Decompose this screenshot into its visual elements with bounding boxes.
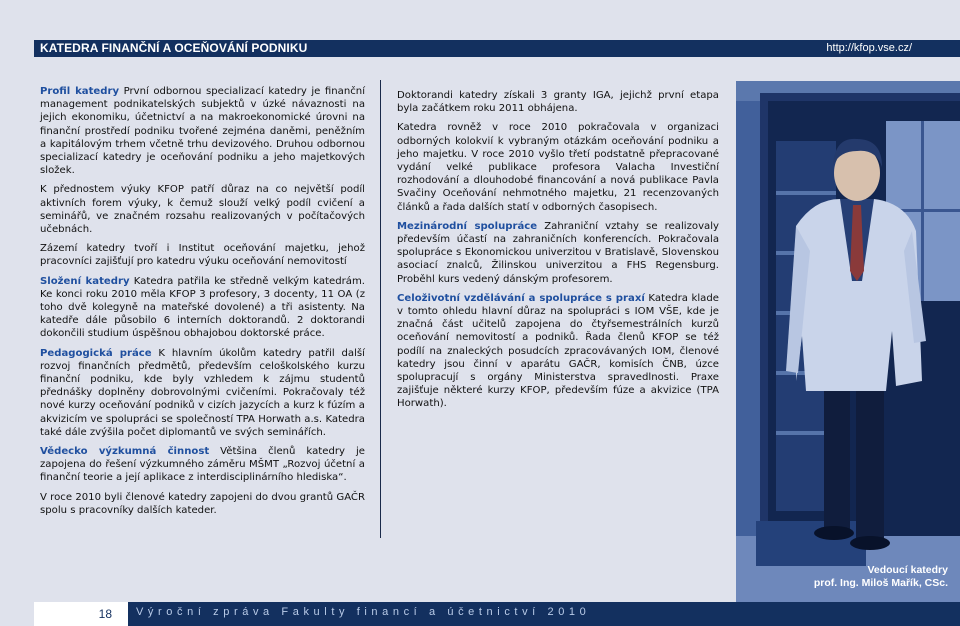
paragraph-keyword: Pedagogická práce: [40, 347, 152, 359]
department-head-photo: [736, 81, 960, 604]
paragraph: [40, 347, 365, 439]
paragraph: [397, 292, 719, 411]
paragraph: [40, 85, 365, 177]
paragraph-text: V roce 2010 byli členové katedry zapojeni do dvou grantů GAČR spolu s pracovníky dalších kateder.: [40, 491, 365, 516]
page-number: 18: [98, 607, 112, 621]
photo-caption: [814, 564, 948, 590]
paragraph: [40, 275, 365, 341]
paragraph-text: Většina členů katedry je zapojena do řešení výzkumného záměru MŠMT „Rozvoj účetní a finanční teorie a její aplikace z interdisciplinárního hlediska“.: [40, 446, 365, 484]
footer-bar: [34, 602, 960, 626]
header-url[interactable]: http://kfop.vse.cz/: [826, 42, 912, 54]
footer-title: Výroční zpráva Fakulty financí a účetnictví 2010: [136, 606, 591, 618]
column-divider: [380, 80, 381, 538]
paragraph: [40, 445, 365, 485]
paragraph: [397, 89, 719, 115]
photo-illustration: [736, 81, 960, 604]
caption-role: Vedoucí katedry: [867, 564, 948, 576]
middle-column: [397, 89, 719, 417]
paragraph-text: Katedra rovněž v roce 2010 pokračovala v organizaci odborných kolokvií k vybraným otázkám oceňování podniku a jeho majetku. V roce 2010 vyšlo třetí podstatně přepracované vydání velké publikace profesora Valacha Investiční rozhodování a dlouhodobé financování a nová publikace Pavla Svačiny Oceňování nehmotného majetku, 21 recenzovaných článků a řada dalších statí v odborných časopisech.: [397, 122, 719, 213]
paragraph: [397, 121, 719, 213]
paragraph: [397, 220, 719, 286]
paragraph-keyword: Celoživotní vzdělávání a spolupráce s praxí: [397, 292, 645, 304]
paragraph: [40, 242, 365, 268]
page-number-box: [34, 602, 128, 626]
paragraph-text: Zahraniční vztahy se realizovaly především účastí na zahraničních konferencích. Pokračovala spolupráce s Ekonomickou univerzitou v Bratislavě, Slovenskou asociací znalců, Žilinskou univerzitou a FHS Regensburg. Proběhl kurs vedený dánským profesorem.: [397, 220, 720, 285]
paragraph-text: První odbornou specializací katedry je finanční management podnikatelských subjektů v úzké návaznosti na jejich ekonomiku, účetnictví a na makroekonomické úrovni na finanční prostředí podniku tvořené zejména daněmi, peněžním a kapitálovým trhem včetně trhu devizového. Druhou odbornou specializací katedry je oceňování podniku a jeho majetkových složek.: [40, 86, 365, 177]
left-column: [40, 85, 365, 523]
header-title: KATEDRA FINANČNÍ A OCEŇOVÁNÍ PODNIKU: [40, 41, 308, 55]
header-bar: [34, 40, 960, 57]
paragraph: [40, 183, 365, 236]
paragraph: [40, 491, 365, 517]
caption-name: prof. Ing. Miloš Mařík, CSc.: [813, 577, 948, 589]
paragraph-text: Katedra klade v tomto ohledu hlavní důraz na spolupráci s IOM VŠE, kde je značná část učitelů zapojena do čtyřsemestrálních kurzů oceňování nemovitostí a podniků. Řada členů KFOP se též podílí na znaleckých posudcích zpracovávaných IOM, členové katedry jsou činní v aparátu GAČR, komisích ČNB, úzce spolupracují s orgány Ministerstva spravedlnosti. Praxe zajišťuje některé kurzy KFOP, především fúze a akvizice (TPA Horwath).: [397, 292, 719, 410]
paragraph-keyword: Vědecko výzkumná činnost: [40, 446, 210, 458]
paragraph-keyword: Mezinárodní spolupráce: [397, 220, 538, 232]
paragraph-text: Katedra patřila ke středně velkým katedrám. Ke konci roku 2010 měla KFOP 3 profesory, 3 docenty, 11 OA (z toho dvě kolegyně na mateřské dovolené) a tři asistenty. Na katedře dále působilo 6 interních doktorandů. 2 doktorandi dokončili studium úspěšnou obhajobou doktorské práce.: [40, 275, 365, 340]
paragraph-text: Zázemí katedry tvoří i Institut oceňování majetku, jehož pracovníci zajišťují pro katedru výuku oceňování nemovitostí: [40, 243, 365, 268]
paragraph-text: Doktorandi katedry získali 3 granty IGA, jejichž první etapa byla začátkem roku 2011 obhájena.: [397, 90, 719, 115]
paragraph-keyword: Profil katedry: [40, 86, 120, 97]
paragraph-keyword: Složení katedry: [40, 275, 130, 287]
paragraph-text: K přednostem výuky KFOP patří důraz na co největší podíl aktivních forem výuky, k čemuž slouží velký podíl cvičení a seminářů, ve značném rozsahu realizovaných v počítačových učebnách.: [40, 184, 365, 236]
paragraph-text: K hlavním úkolům katedry patřil další rozvoj finančních předmětů, především celoškolského kurzu finanční podniku, kde byly vzhledem k zájmu studentů přednášky doplněny dobrovolnými cvičeními. Pokračovaly též nové kurzy oceňování podniků v cizích jazycích a kurz k fúzím a akvizicím ve spolupráci se společností TPA Horwath a.s. Katedra také dále zvýšila počet diplomantů ve svých seminářích.: [40, 347, 365, 438]
